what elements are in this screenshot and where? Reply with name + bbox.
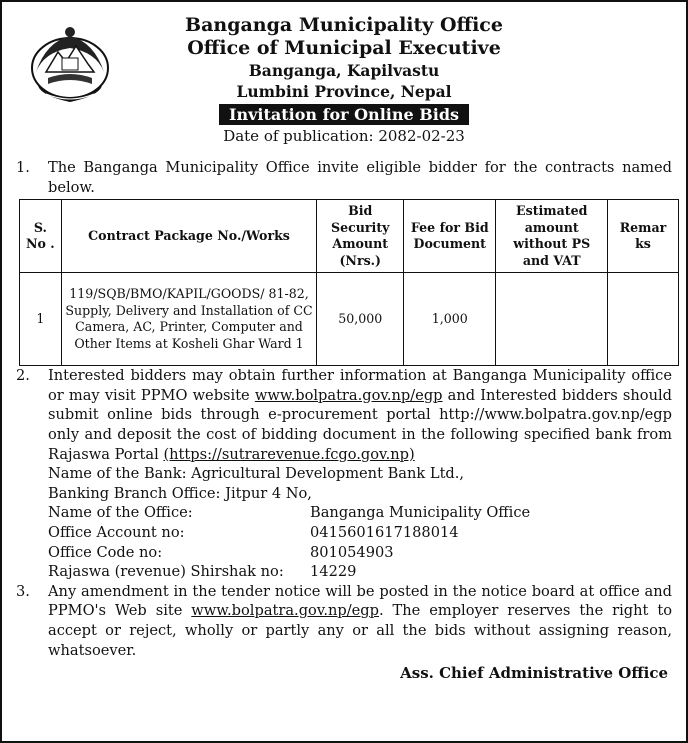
header-package: Contract Package No./Works xyxy=(61,200,317,273)
info-label: Name of the Office: xyxy=(48,504,193,522)
cell-package: 119/SQB/BMO/KAPIL/GOODS/ 81-82, Supply, Delivery and Installation of CC Camera, AC, Printer, Computer and Other Items at Kosheli Ghar Ward 1 xyxy=(61,273,317,366)
bank-name: Name of the Bank: Agricultural Development Bank Ltd., xyxy=(48,465,465,483)
info-label: Rajaswa (revenue) Shirshak no: xyxy=(48,563,284,581)
rajaswa-portal-link[interactable]: (https://sutrarevenue.fcgo.gov.np) xyxy=(163,445,415,463)
office-location: Banganga, Kapilvastu xyxy=(248,61,440,80)
paragraph-text xyxy=(48,366,672,464)
paragraph-number: 2. xyxy=(16,367,30,385)
office-name: Banganga Municipality Office xyxy=(185,14,503,36)
paragraph-2-text-b: and Interested bidders should submit online bids through e-procurement portal http://www.bolpatra.gov.np/egp only and deposit the cost of bidding document in the following specified bank from Rajaswa Portal xyxy=(48,386,672,463)
paragraph-3 xyxy=(16,582,672,660)
table-header-row xyxy=(20,200,679,273)
office-province: Lumbini Province, Nepal xyxy=(236,82,452,101)
signature: Ass. Chief Administrative Office xyxy=(400,664,668,683)
header-remarks: Remar ks xyxy=(607,200,678,273)
info-label: Office Code no: xyxy=(48,543,163,561)
ppmo-website-link[interactable]: www.bolpatra.gov.np/egp xyxy=(254,386,443,404)
info-value: 14229 xyxy=(310,563,357,581)
paragraph-text xyxy=(48,582,672,660)
paragraph-2 xyxy=(16,366,672,464)
header-fee: Fee for Bid Document xyxy=(404,200,496,273)
paragraph-3-text-b: . The employer reserves the right to accept or reject, wholly or partly any or all the bids without assigning reason, whatsoever. xyxy=(48,602,672,659)
paragraph-text: The Banganga Municipality Office invite eligible bidder for the contracts named below. xyxy=(48,159,672,196)
notice-title: Invitation for Online Bids xyxy=(219,104,469,125)
header-estimate: Estimated amount without PS and VAT xyxy=(496,200,608,273)
info-row xyxy=(48,543,672,563)
cell-fee: 1,000 xyxy=(404,273,496,366)
header-sno: S. No . xyxy=(20,200,62,273)
cell-security: 50,000 xyxy=(317,273,404,366)
info-row xyxy=(48,562,672,582)
cell-sno: 1 xyxy=(20,273,62,366)
publication-date: Date of publication: 2082-02-23 xyxy=(223,127,465,145)
info-value: Banganga Municipality Office xyxy=(310,504,531,522)
paragraph-1 xyxy=(16,158,672,197)
info-row xyxy=(48,503,672,523)
notice-header xyxy=(16,10,672,158)
bids-table xyxy=(19,199,679,366)
info-row xyxy=(48,523,672,543)
header-security: Bid Security Amount (Nrs.) xyxy=(317,200,404,273)
paragraph-3-text-a: Any amendment in the tender notice will be posted in the notice board at office and PPMO's Web site xyxy=(48,582,672,620)
info-value: 801054903 xyxy=(310,543,394,561)
office-executive: Office of Municipal Executive xyxy=(187,37,501,59)
paragraph-number: 3. xyxy=(16,582,30,600)
ppmo-website-link[interactable]: www.bolpatra.gov.np/egp xyxy=(191,602,379,620)
bank-info xyxy=(48,464,672,582)
cell-remarks xyxy=(607,273,678,366)
bank-branch: Banking Branch Office: Jitpur 4 No, xyxy=(48,484,312,502)
paragraph-2-text-a: Interested bidders may obtain further information at Banganga Municipality office or may visit PPMO website xyxy=(48,367,672,404)
info-value: 0415601617188014 xyxy=(310,523,459,541)
info-label: Office Account no: xyxy=(48,523,185,541)
table-row xyxy=(20,273,679,366)
paragraph-number: 1. xyxy=(16,159,30,176)
cell-estimate xyxy=(496,273,608,366)
